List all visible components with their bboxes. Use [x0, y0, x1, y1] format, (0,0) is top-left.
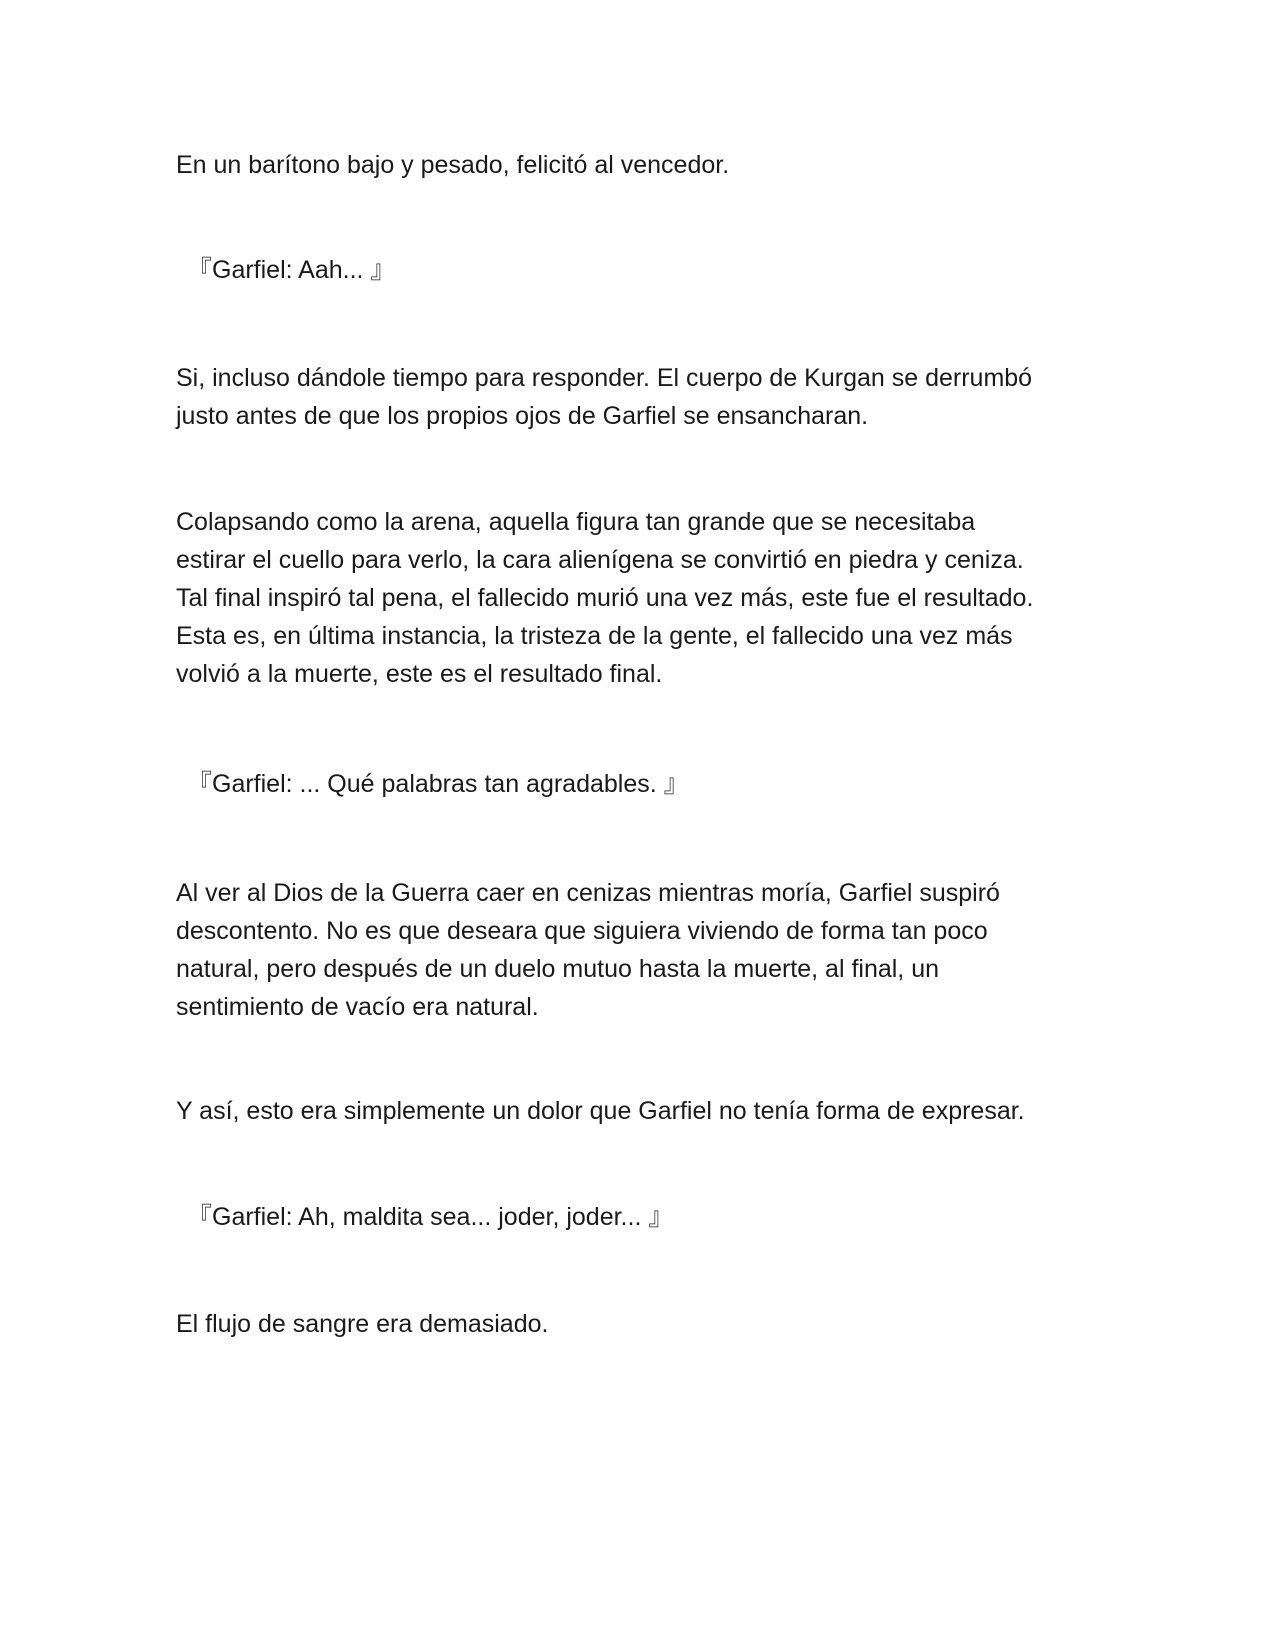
dialogue-line-2: 『Garfiel: ... Qué palabras tan agradables. 』	[187, 770, 689, 798]
dialogue-line-3: 『Garfiel: Ah, maldita sea... joder, joder... 』	[187, 1203, 674, 1231]
paragraph-narration-3: Colapsando como la arena, aquella figura tan grande que se necesitaba estirar el cuello para verlo, la cara alienígena se convirtió en piedra y ceniza. Tal final inspiró tal pena, el fallecido murió una vez más, este fue el resultado. Esta es, en última instancia, la tristeza de la gente, el fallecido una vez más volvió a la muerte, este es el resultado final.	[176, 508, 1034, 688]
dialogue-line-1: 『Garfiel: Aah... 』	[187, 256, 396, 284]
paragraph-narration-4: Al ver al Dios de la Guerra caer en cenizas mientras moría, Garfiel suspiró descontento. No es que deseara que siguiera viviendo de forma tan poco natural, pero después de un duelo mutuo hasta la muerte, al final, un sentimiento de vacío era natural.	[176, 879, 1000, 1021]
paragraph-narration-6: El flujo de sangre era demasiado.	[176, 1310, 549, 1338]
paragraph-narration-2: Si, incluso dándole tiempo para responder. El cuerpo de Kurgan se derrumbó justo antes de que los propios ojos de Garfiel se ensancharan.	[176, 364, 1033, 430]
paragraph-narration-5: Y así, esto era simplemente un dolor que Garfiel no tenía forma de expresar.	[176, 1097, 1025, 1125]
paragraph-narration-1: En un barítono bajo y pesado, felicitó al vencedor.	[176, 151, 730, 179]
